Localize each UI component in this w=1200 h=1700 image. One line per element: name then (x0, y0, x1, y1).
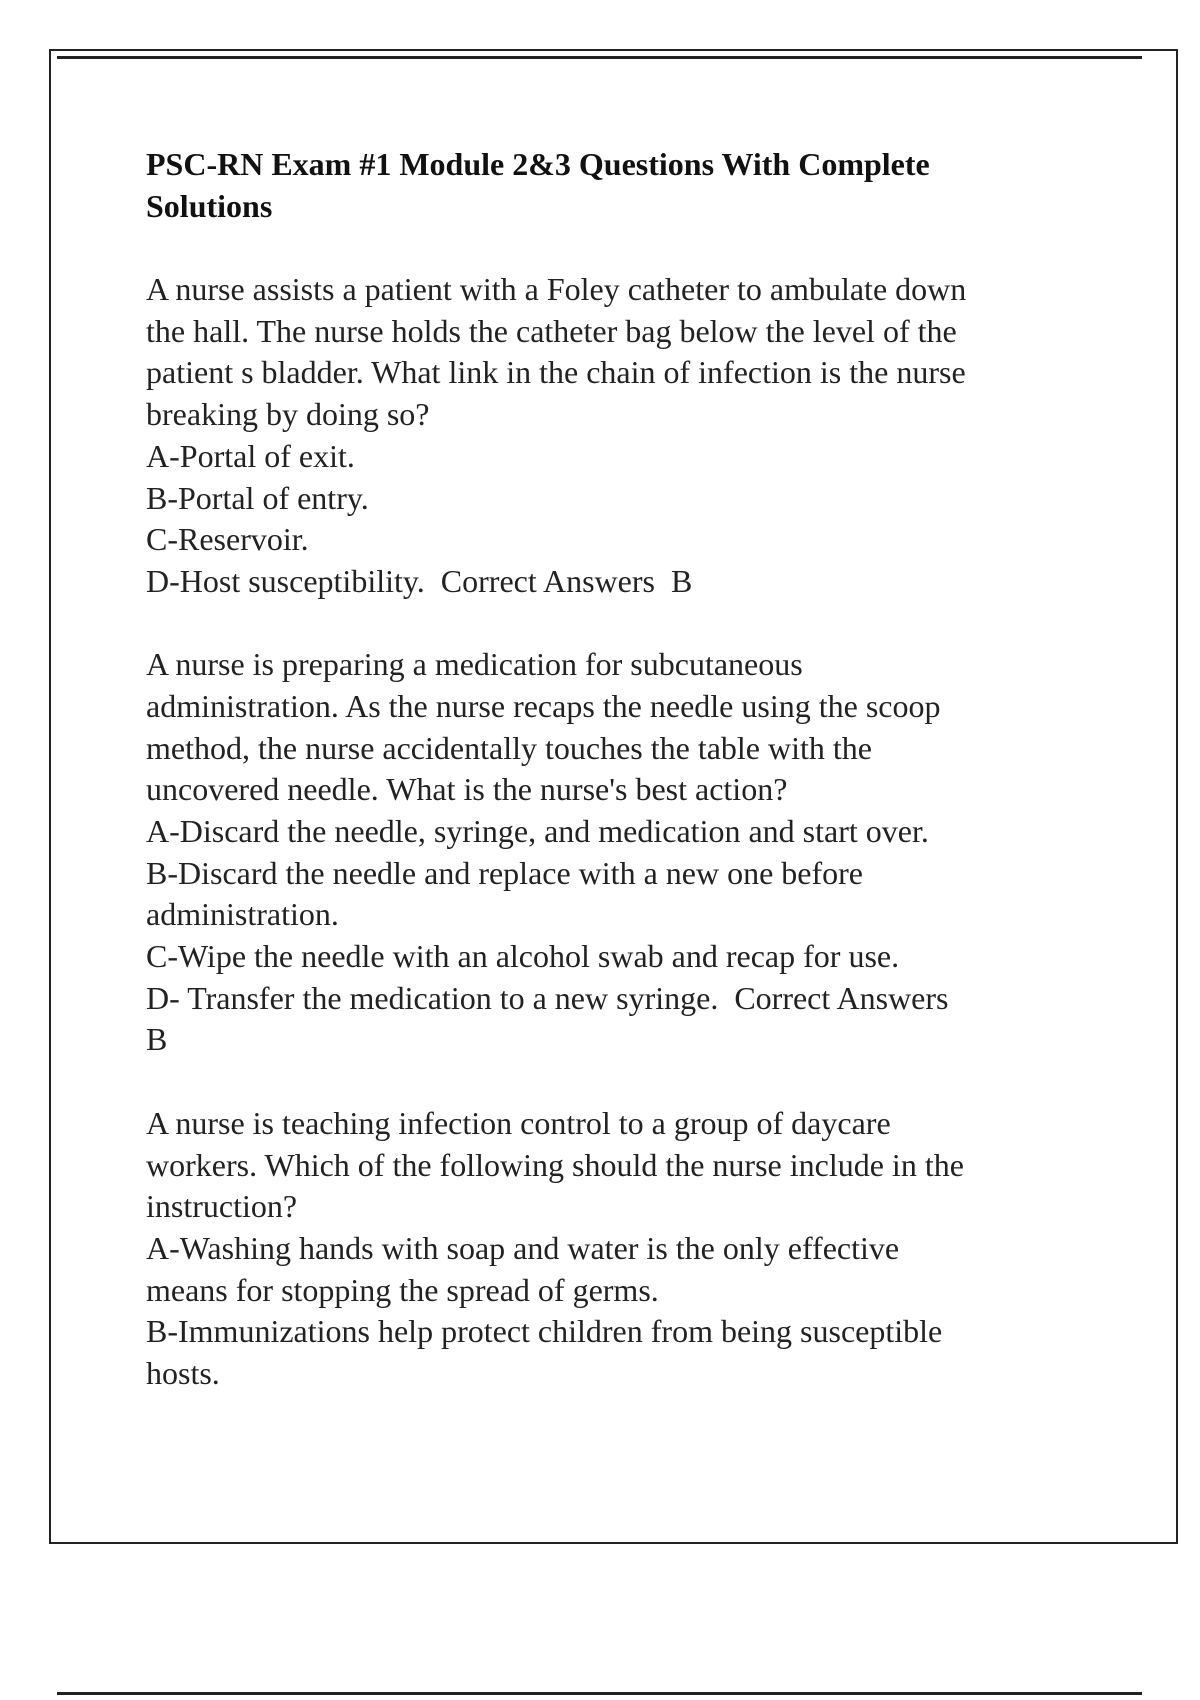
question-text-line: patient s bladder. What link in the chain of infection is the nurse (146, 354, 966, 391)
question-text-line: C-Reservoir. (146, 521, 309, 558)
spacer (146, 227, 1146, 269)
question-text-line: hosts. (146, 1354, 220, 1391)
bottom-rule (57, 1692, 1142, 1695)
question-text-line: workers. Which of the following should the nurse include in the (146, 1146, 964, 1183)
question-text-line: A nurse assists a patient with a Foley catheter to ambulate down (146, 271, 967, 308)
question-text-line: B (146, 1021, 168, 1058)
question-block (146, 269, 1146, 644)
question-text-line: B-Discard the needle and replace with a new one before (146, 854, 863, 891)
spacer (146, 1061, 1146, 1103)
question-text-line: B-Portal of entry. (146, 479, 369, 516)
question-text-line: administration. As the nurse recaps the needle using the scoop (146, 687, 941, 724)
question-text-line: B-Immunizations help protect children from being susceptible (146, 1313, 943, 1350)
question-text-line: C-Wipe the needle with an alcohol swab and recap for use. (146, 938, 900, 975)
question-text-line: means for stopping the spread of germs. (146, 1271, 659, 1308)
question-text-line: A-Portal of exit. (146, 437, 355, 474)
question-text-line: breaking by doing so? (146, 396, 430, 433)
question-text-line: A-Washing hands with soap and water is the only effective (146, 1229, 900, 1266)
document-title-line-1: PSC-RN Exam #1 Module 2&3 Questions With Complete (146, 146, 930, 182)
document-title-line-2: Solutions (146, 187, 273, 224)
question-text-line: D-Host susceptibility. Correct Answers B (146, 562, 693, 599)
question-text-line: the hall. The nurse holds the catheter bag below the level of the (146, 312, 957, 349)
question-block (146, 644, 1146, 1103)
question-block (146, 1103, 1146, 1395)
question-text-line: instruction? (146, 1188, 298, 1225)
top-rule (57, 56, 1142, 59)
question-text-line: D- Transfer the medication to a new syringe. Correct Answers (146, 979, 949, 1016)
question-text-line: A-Discard the needle, syringe, and medication and start over. (146, 813, 929, 849)
document-body (146, 144, 1146, 1395)
question-text-line: administration. (146, 896, 339, 933)
spacer (146, 603, 1146, 645)
question-text-line: A nurse is preparing a medication for subcutaneous (146, 646, 803, 683)
question-text-line: uncovered needle. What is the nurse's best action? (146, 771, 788, 808)
question-text-line: A nurse is teaching infection control to a group of daycare (146, 1104, 891, 1141)
question-text-line: method, the nurse accidentally touches the table with the (146, 729, 872, 766)
